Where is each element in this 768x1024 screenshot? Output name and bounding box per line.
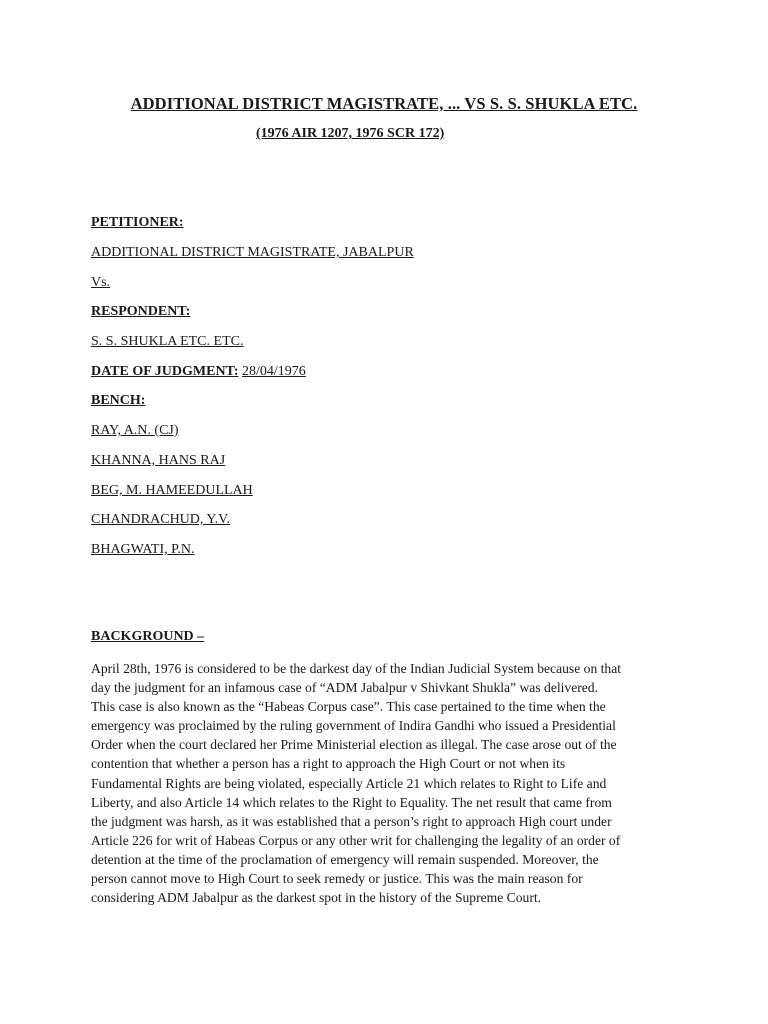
paragraph-line: day the judgment for an infamous case of “ADM Jabalpur v Shivkant Shukla” was delivered. xyxy=(91,680,598,696)
paragraph-line: Order when the court declared her Prime Ministerial election as illegal. The case arose out of the xyxy=(91,737,617,753)
paragraph-line: the judgment was harsh, as it was established that a person’s right to approach High court under xyxy=(91,813,612,829)
paragraph-line: emergency was proclaimed by the ruling government of Indira Gandhi who issued a Presidential xyxy=(91,718,616,734)
date-label: DATE OF JUDGMENT: xyxy=(91,364,239,379)
background-heading: BACKGROUND – xyxy=(91,629,205,644)
background-paragraph xyxy=(91,659,691,907)
respondent-value: S. S. SHUKLA ETC. ETC. xyxy=(91,334,244,349)
paragraph-line: April 28th, 1976 is considered to be the darkest day of the Indian Judicial System because on that xyxy=(91,661,622,676)
paragraph-line: This case is also known as the “Habeas Corpus case”. This case pertained to the time when the xyxy=(91,699,606,715)
respondent-label: RESPONDENT: xyxy=(91,304,191,319)
bench-judge: RAY, A.N. (CJ) xyxy=(91,423,179,438)
petitioner-label: PETITIONER: xyxy=(91,215,184,230)
petitioner-value: ADDITIONAL DISTRICT MAGISTRATE, JABALPUR xyxy=(91,245,414,260)
case-citation: (1976 AIR 1207, 1976 SCR 172) xyxy=(256,126,445,141)
versus-text: Vs. xyxy=(91,275,111,290)
paragraph-line: Liberty, and also Article 14 which relates to the Right to Equality. The net result that came from xyxy=(91,794,612,810)
bench-judge: CHANDRACHUD, Y.V. xyxy=(91,512,230,527)
case-title: ADDITIONAL DISTRICT MAGISTRATE, ... VS S. S. SHUKLA ETC. xyxy=(130,94,638,113)
bench-judge: BHAGWATI, P.N. xyxy=(91,542,195,557)
paragraph-line: Fundamental Rights are being violated, especially Article 21 which relates to Right to Life and xyxy=(91,775,607,791)
bench-label: BENCH: xyxy=(91,393,146,408)
paragraph-line: considering ADM Jabalpur as the darkest spot in the history of the Supreme Court. xyxy=(91,890,542,906)
bench-judge: BEG, M. HAMEEDULLAH xyxy=(91,483,253,498)
bench-judge: KHANNA, HANS RAJ xyxy=(91,453,226,468)
petitioner-label-row xyxy=(91,215,184,231)
date-row xyxy=(91,364,306,380)
paragraph-line: person cannot move to High Court to seek remedy or justice. This was the main reason for xyxy=(91,871,583,887)
paragraph-line: detention at the time of the proclamation of emergency will remain suspended. Moreover, the xyxy=(91,851,599,867)
respondent-label-row xyxy=(91,304,190,320)
paragraph-line: Article 226 for writ of Habeas Corpus or any other writ for challenging the legality of an order of xyxy=(91,832,621,848)
date-value: 28/04/1976 xyxy=(242,364,306,379)
bench-label-row xyxy=(91,393,145,409)
paragraph-line: contention that whether a person has a right to approach the High Court or not when its xyxy=(91,756,566,772)
